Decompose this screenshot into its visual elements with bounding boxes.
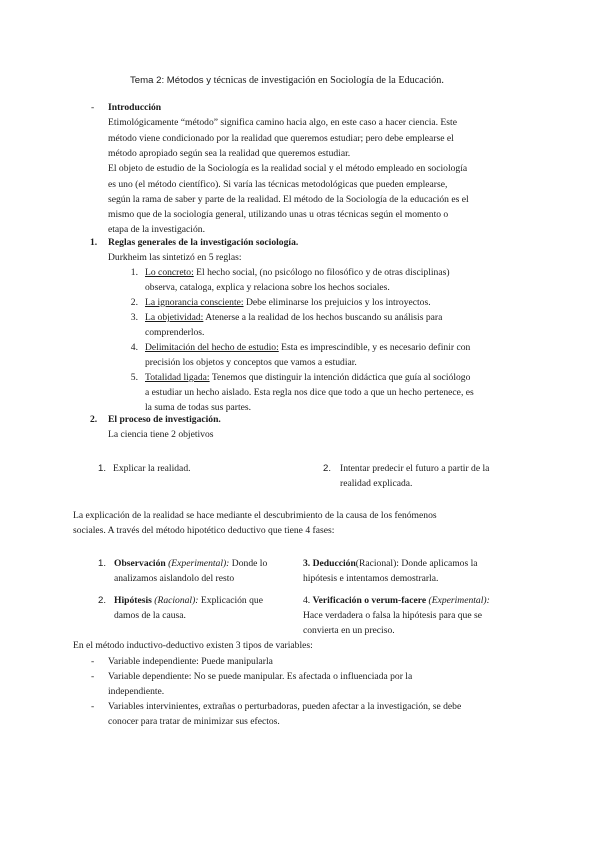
intro-line-7: mismo que de la sociología general, utilizando unas u otras técnicas según el momento o (108, 209, 449, 220)
phase-number: 2. (97, 595, 106, 606)
rule-number: 4. (130, 342, 138, 353)
intro-line-4: El objeto de estudio de la Sociología es la realidad social y el método empleado en sociología (108, 163, 468, 174)
rule-number: 5. (130, 372, 138, 383)
phase-verificacion-line-1: 4. Verificación o verum-facere (Experimental): (303, 595, 490, 606)
variable-bullet: - (91, 701, 95, 712)
intro-line-5: es uno (el método científico). Si varía las técnicas metodológicas que pueden emplearse, (108, 179, 448, 190)
variable-2-line-2: independiente. (108, 686, 165, 697)
section2-heading: El proceso de investigación. (108, 414, 221, 425)
intro-line-3: método apropiado según sea la realidad que queremos estudiar. (108, 148, 351, 159)
rule-2-line-1: La ignorancia consciente: Debe eliminarse los prejuicios y los introyectos. (145, 297, 431, 308)
title-rest: técnicas de investigación en Sociología de la Educación. (213, 75, 444, 86)
phase-verificacion-line-2: Hace verdadera o falsa la hipótesis para que se (303, 610, 482, 621)
intro-line-2: método viene condicionado por la realidad que queremos estudiar; pero debe emplearse el (108, 133, 454, 144)
objective-2-line-1: Intentar predecir el futuro a partir de la (340, 463, 490, 474)
rule-5-line-1: Totalidad ligada: Tenemos que distinguir la intención didáctica que guía al sociólogo (145, 372, 471, 383)
variable-bullet: - (91, 656, 95, 667)
objective-1-line-1: Explicar la realidad. (113, 463, 191, 474)
rule-term: La objetividad: (145, 312, 204, 323)
objective-number: 1. (97, 463, 106, 474)
intro-bullet: - (91, 102, 95, 113)
variable-3-line-1: Variables intervinientes, extrañas o perturbadoras, pueden afectar a la investigación, se debe (108, 701, 462, 712)
intro-line-1: Etimológicamente “método” significa camino hacia algo, en este caso a hacer ciencia. Este (108, 117, 457, 128)
section1-intro: Durkheim las sintetizó en 5 reglas: (108, 252, 242, 263)
phase-hipotesis-line-1: Hipótesis (Racional): Explicación que (114, 595, 263, 606)
section2-number: 2. (90, 414, 98, 425)
phase-verificacion-line-3: convierta en un preciso. (303, 625, 395, 636)
rule-term: Lo concreto: (145, 267, 194, 278)
objective-number: 2. (322, 463, 331, 474)
rule-5-line-3: la suma de todas sus partes. (145, 402, 252, 413)
rule-term: Delimitación del hecho de estudio: (145, 342, 279, 353)
rule-term: Totalidad ligada: (145, 372, 210, 383)
rule-number: 2. (130, 297, 138, 308)
variable-bullet: - (91, 671, 95, 682)
variables-intro: En el método inductivo-deductivo existen 3 tipos de variables: (73, 640, 313, 651)
phase-number: 1. (97, 558, 106, 569)
title-prefix: Tema 2: Métodos y (130, 75, 212, 86)
rule-4-line-2: precisión los objetos y conceptos que vamos a estudiar. (145, 357, 357, 368)
phase-deduccion-line-2: hipótesis e intentamos demostrarla. (303, 573, 439, 584)
rule-1-line-1: Lo concreto: El hecho social, (no psicólogo no filosófico y de otras disciplinas) (145, 267, 450, 278)
phase-deduccion-line-1: 3. Deducción(Racional): Donde aplicamos la (303, 558, 478, 569)
rule-5-line-2: a estudiar un hecho aislado. Esta regla nos dice que todo a que un hecho pertenece, es (145, 387, 474, 398)
rule-number: 3. (130, 312, 138, 323)
section1-heading: Reglas generales de la investigación sociología. (108, 237, 299, 248)
intro-line-8: etapa de la investigación. (108, 224, 205, 235)
rule-number: 1. (130, 267, 138, 278)
explanation-line-1: La explicación de la realidad se hace mediante el descubrimiento de la causa de los fenómenos (73, 510, 437, 521)
explanation-line-2: sociales. A través del método hipotético deductivo que tiene 4 fases: (73, 525, 335, 536)
intro-line-6: según la rama de saber y parte de la realidad. El método de la Sociología de la educación es el (108, 194, 469, 205)
phase-observacion-line-2: analizamos aislandolo del resto (114, 573, 235, 584)
phase-hipotesis-line-2: damos de la causa. (114, 610, 186, 621)
variable-1-line-1: Variable independiente: Puede manipularla (108, 656, 273, 667)
document-title (130, 74, 444, 88)
section1-number: 1. (90, 237, 98, 248)
rule-1-line-2: observa, cataloga, explica y relaciona sobre los hechos sociales. (145, 282, 390, 293)
intro-heading: Introducción (108, 102, 162, 113)
rule-3-line-1: La objetividad: Atenerse a la realidad de los hechos buscando su análisis para (145, 312, 443, 323)
objective-2-line-2: realidad explicada. (340, 478, 413, 489)
variable-3-line-2: conocer para tratar de minimizar sus efectos. (108, 716, 280, 727)
section2-intro: La ciencia tiene 2 objetivos (108, 429, 214, 440)
rule-3-line-2: comprenderlos. (145, 327, 205, 338)
variable-2-line-1: Variable dependiente: No se puede manipular. Es afectada o influenciada por la (108, 671, 413, 682)
rule-4-line-1: Delimitación del hecho de estudio: Esta es imprescindible, y es necesario definir con (145, 342, 471, 353)
phase-observacion-line-1: Observación (Experimental): Donde lo (114, 558, 268, 569)
rule-term: La ignorancia consciente: (145, 297, 244, 308)
